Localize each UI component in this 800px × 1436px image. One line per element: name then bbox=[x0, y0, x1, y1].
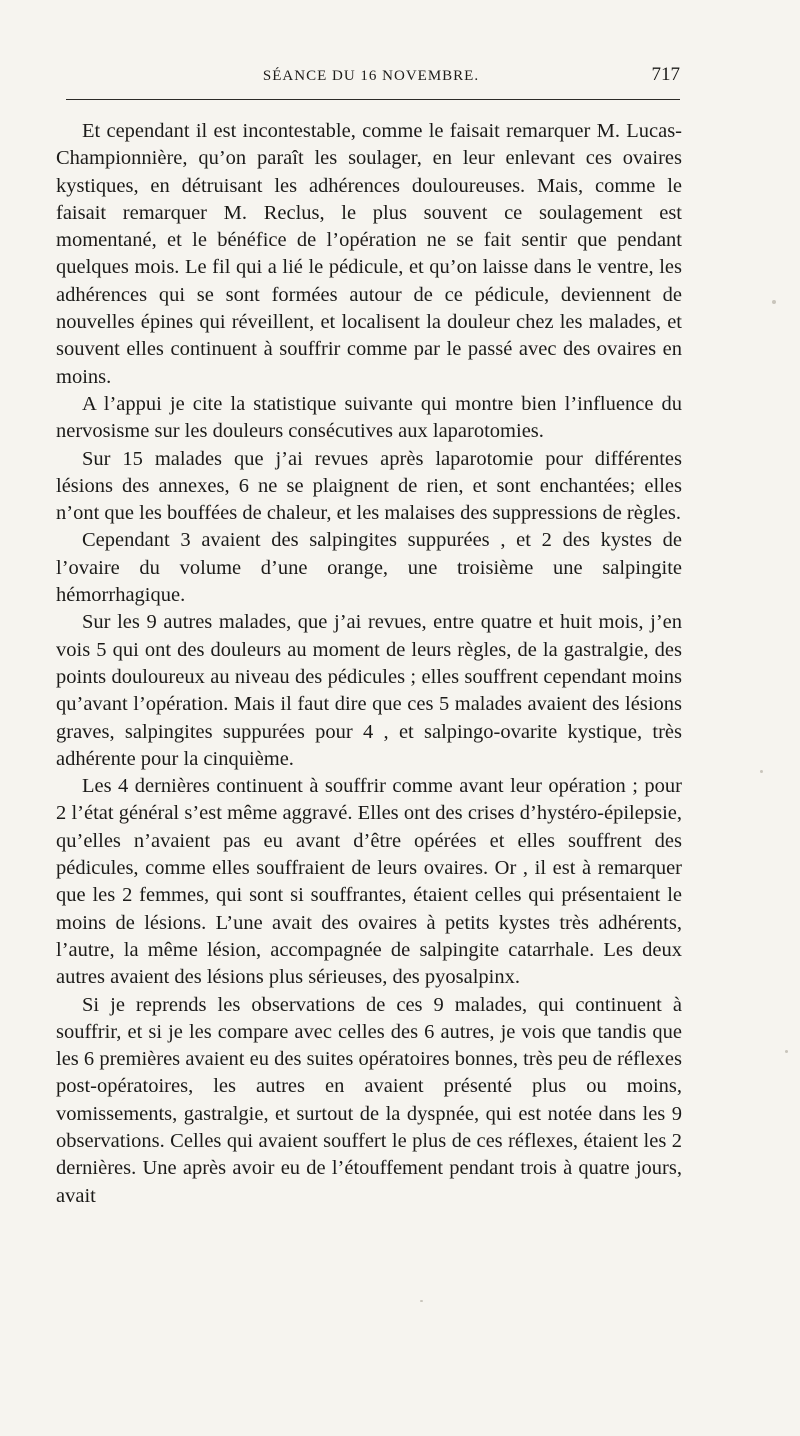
paragraph: Si je reprends les observations de ces 9 malades, qui continuent à souffrir, et si je les compare avec celles des 6 autres, je vois que tandis que les 6 premières avaient eu des suites opératoires bonnes, très peu de réflexes post-opératoires, les autres en avaient présenté plus ou moins, vomissements, gastralgie, et surtout de la dyspnée, qui est notée dans les 9 observations. Celles qui avaient souffert le plus de ces réflexes, étaient les 2 dernières. Une après avoir eu de l’étouffement pendant trois à quatre jours, avait bbox=[56, 993, 682, 1207]
paragraph: Sur les 9 autres malades, que j’ai revues, entre quatre et huit mois, j’en vois 5 qui ont des douleurs au moment de leurs règles, de la gastralgie, des points douloureux au niveau des pédicules ; elles souffrent cependant moins qu’avant l’opération. Mais il faut dire que ces 5 malades avaient des lésions graves, salpingites suppurées pour 4 , et salpingo-ovarite kystique, très adhérente pour la cinquième. bbox=[56, 611, 682, 770]
body-text bbox=[56, 118, 682, 1210]
paragraph: Et cependant il est incontestable, comme le faisait remarquer M. Lucas-Championnière, qu’on paraît les soulager, en leur enlevant ces ovaires kystiques, en détruisant les adhérences douloureuses. Mais, comme le faisait remarquer M. Reclus, le plus souvent ce soulagement est momentané, et le bénéfice de l’opération ne se fait sentir que pendant quelques mois. Le fil qui a lié le pédicule, et qu’on laisse dans le ventre, les adhérences qui se sont formées autour de ce pédicule, deviennent de nouvelles épines qui réveillent, et localisent la douleur chez les malades, et souvent elles continuent à souffrir comme par le passé avec des ovaires en moins. bbox=[56, 120, 682, 388]
paper-speck bbox=[420, 1300, 423, 1302]
running-head: SÉANCE DU 16 NOVEMBRE. bbox=[262, 68, 480, 84]
page-header bbox=[62, 62, 680, 90]
paragraph: A l’appui je cite la statistique suivante qui montre bien l’influence du nervosisme sur les douleurs consécutives aux laparotomies. bbox=[56, 392, 682, 443]
paragraph: Cependant 3 avaient des salpingites suppurées , et 2 des kystes de l’ovaire du volume d’une orange, une troisième une salpingite hémorrhagique. bbox=[56, 529, 682, 607]
paragraph: Sur 15 malades que j’ai revues après laparotomie pour différentes lésions des annexes, 6 ne se plaignent de rien, et sont enchantées; elles n’ont que les bouffées de chaleur, et les malaises des suppressions de règles. bbox=[56, 447, 682, 525]
page-number: 717 bbox=[651, 64, 680, 85]
paper-speck bbox=[760, 770, 763, 773]
paragraph: Les 4 dernières continuent à souffrir comme avant leur opération ; pour 2 l’état général s’est même aggravé. Elles ont des crises d’hystéro-épilepsie, qu’elles n’avaient pas eu avant d’être opérées et elles souffrent des pédicules, comme elles souffraient de leurs ovaires. Or , il est à remarquer que les 2 femmes, qui sont si souffrantes, étaient celles qui présentaient le moins de lésions. L’une avait des ovaires à petits kystes très adhérents, l’autre, la même lésion, accompagnée de salpingite catarrhale. Les deux autres avaient des lésions plus sérieuses, des pyosalpinx. bbox=[56, 775, 682, 989]
paper-speck bbox=[785, 1050, 788, 1053]
paper-speck bbox=[772, 300, 776, 304]
header-rule bbox=[66, 99, 680, 100]
